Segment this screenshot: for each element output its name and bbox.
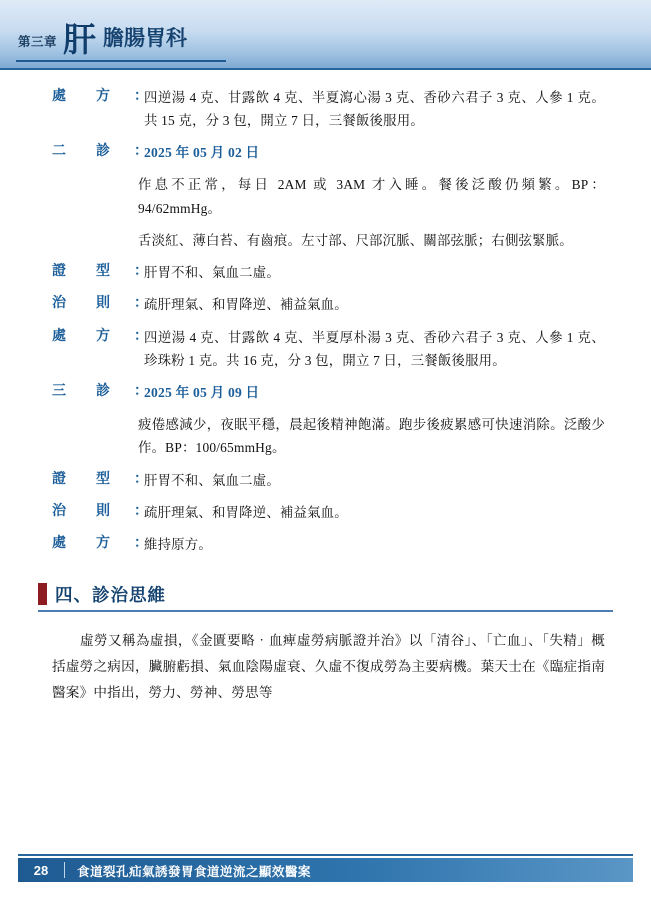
row-label-primary: 三: [52, 382, 66, 399]
row-label-primary: 證: [52, 470, 66, 487]
section-heading: [38, 582, 268, 607]
section-paragraph: 虛勞又稱為虛損，《金匱要略‧血痺虛勞病脈證并治》以「清谷」、「亡血」、「失精」概括虛勞之病因，臟腑虧損、氣血陰陽虛衰、久虛不復成勞為主要病機。葉天士在《臨症指南醫案》中指出，勞力、勞神、勞思等: [52, 632, 605, 700]
section-divider: [38, 610, 613, 612]
row-colon: ：: [134, 328, 148, 344]
visit-date: 2025 年 05 月 02 日: [144, 145, 260, 161]
row-colon: ：: [134, 535, 148, 551]
row-label-secondary: 診: [96, 143, 110, 160]
chapter-number: 第三章: [18, 35, 58, 49]
row-label-primary: 證: [52, 263, 66, 280]
footer-separator: [64, 862, 65, 878]
row-text: 四逆湯 4 克、甘露飲 4 克、半夏瀉心湯 3 克、香砂六君子 3 克、人參 1 克。共 15 克，分 3 包，開立 7 日，三餐飯後服用。: [144, 90, 605, 129]
visit-date: 2025 年 05 月 09 日: [144, 384, 260, 400]
row-label-primary: 處: [52, 327, 66, 344]
treatment-principle-row: [0, 501, 651, 524]
row-colon: ：: [134, 89, 148, 104]
row-colon: ：: [134, 471, 148, 487]
row-colon: ：: [134, 503, 148, 519]
row-label-primary: 處: [52, 88, 66, 104]
pattern-row: [0, 261, 651, 284]
row-label-secondary: 方: [96, 327, 110, 344]
section-bar-marker: [38, 583, 47, 605]
row-text: 維持原方。: [144, 536, 212, 552]
clinical-note-paragraph: 疲倦感減少，夜眠平穩，晨起後精神飽滿。跑步後疲累感可快速消除。泛酸少作。BP：100/65mmHg。: [138, 416, 605, 456]
footer-article-title: 食道裂孔疝氣誘發胃食道逆流之顯效醫案: [77, 863, 311, 879]
row-label-primary: 處: [52, 534, 66, 551]
row-text: 肝胃不和、氣血二虛。: [144, 265, 280, 281]
page-footer: [0, 846, 651, 900]
row-colon: ：: [134, 144, 148, 160]
page-number: 28: [33, 862, 49, 878]
treatment-principle-row: [0, 293, 651, 316]
row-colon: ：: [134, 264, 148, 280]
row-label-secondary: 方: [96, 534, 110, 551]
row-label-secondary: 則: [96, 502, 110, 519]
row-text: 疏肝理氣、和胃降逆、補益氣血。: [144, 504, 348, 520]
row-label-secondary: 診: [96, 382, 110, 399]
clinical-note-paragraph: 作息不正常，每日 2AM 或 3AM 才入睡。餐後泛酸仍頻繁。BP：94/62mmHg。: [138, 177, 605, 216]
section-title: 四、診治思維: [55, 585, 166, 606]
page-header: [0, 0, 651, 70]
row-label-secondary: 型: [96, 263, 110, 280]
row-text: 肝胃不和、氣血二虛。: [144, 472, 280, 488]
row-text: 四逆湯 4 克、甘露飲 4 克、半夏厚朴湯 3 克、香砂六君子 3 克、人參 1 克、珍珠粉 1 克。共 16 克，分 3 包，開立 7 日，三餐飯後服用。: [144, 329, 605, 368]
footer-divider: [18, 854, 633, 856]
visit-heading-row: [0, 381, 651, 404]
page-content: [0, 86, 651, 846]
footer-band: [18, 858, 633, 882]
row-colon: ：: [134, 383, 148, 399]
pattern-row: [0, 469, 651, 492]
row-label-primary: 二: [52, 143, 66, 160]
visit-heading-row: [0, 141, 651, 164]
header-underline: [16, 60, 226, 62]
row-label-secondary: 方: [96, 88, 110, 104]
row-text: 疏肝理氣、和胃降逆、補益氣血。: [144, 297, 348, 313]
row-colon: ：: [134, 296, 148, 312]
chapter-heading: [18, 19, 188, 59]
prescription-row: [0, 86, 651, 132]
tongue-pulse-paragraph: 舌淡紅、薄白苔、有齒痕。左寸部、尺部沉脈、關部弦脈；右側弦緊脈。: [138, 233, 573, 249]
prescription-row: [0, 326, 651, 372]
row-label-primary: 治: [52, 295, 66, 312]
row-label-secondary: 則: [96, 295, 110, 312]
chapter-subtitle: 膽腸胃科: [103, 25, 188, 50]
prescription-row: [0, 533, 651, 556]
chapter-main-character: 肝: [63, 19, 97, 59]
row-label-primary: 治: [52, 502, 66, 519]
row-label-secondary: 型: [96, 470, 110, 487]
